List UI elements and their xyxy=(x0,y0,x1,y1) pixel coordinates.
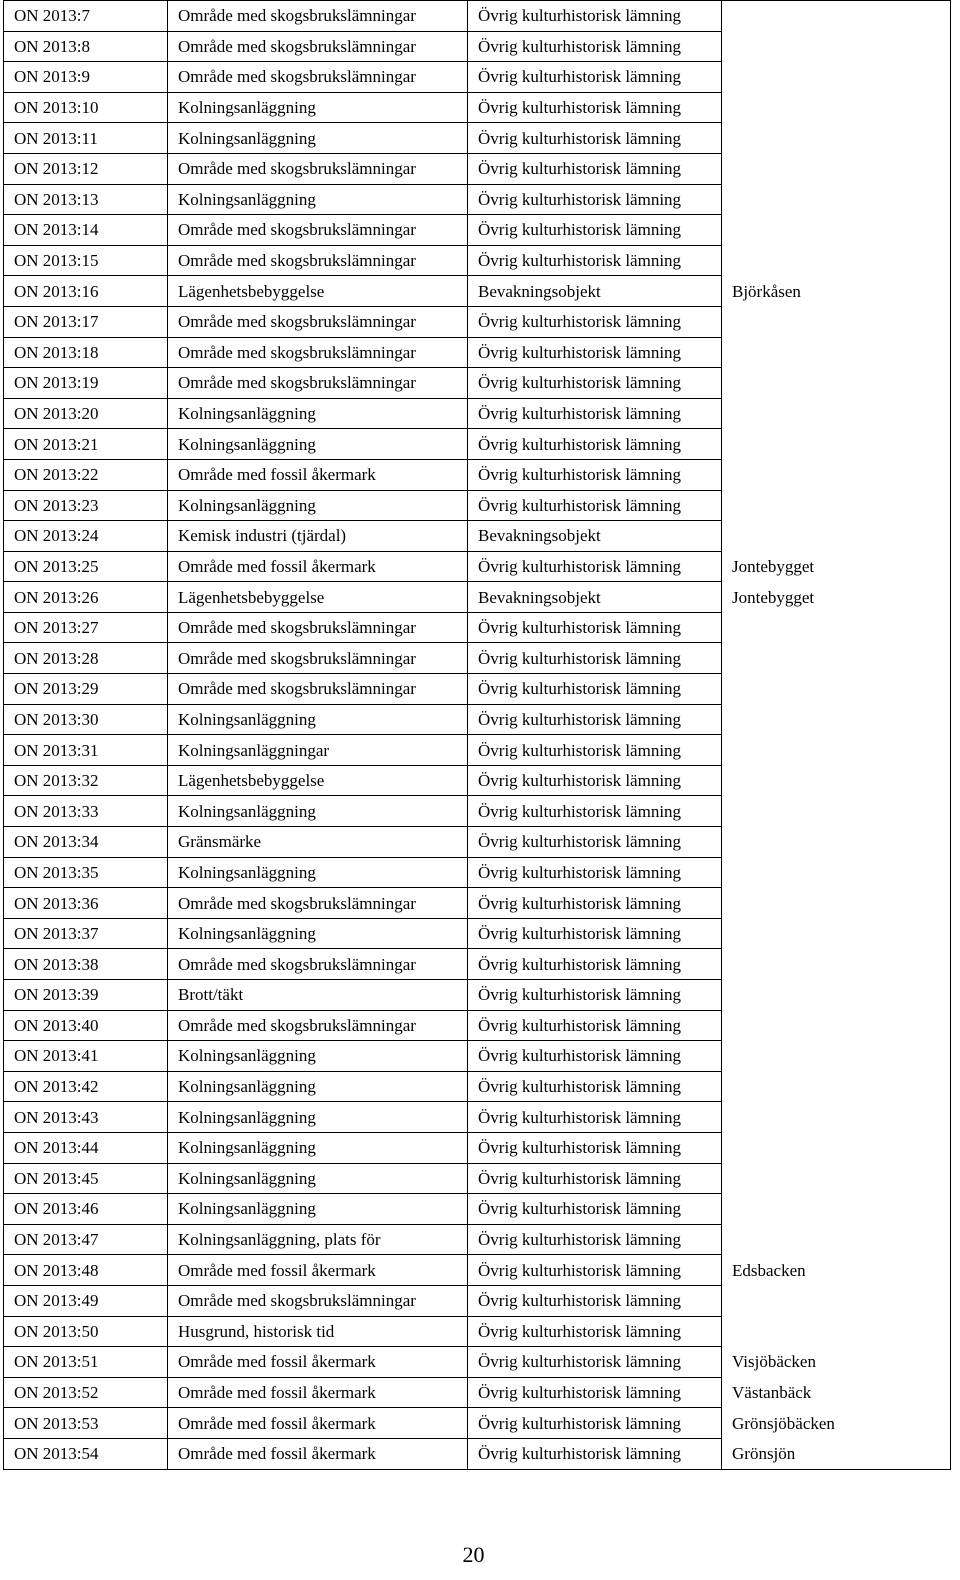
table-row xyxy=(4,398,951,429)
remain-type-cell: Kolningsanläggningar xyxy=(168,735,468,766)
table-row xyxy=(4,1224,951,1255)
place-name-cell xyxy=(722,857,951,888)
place-name-cell xyxy=(722,796,951,827)
remain-type-cell: Område med fossil åkermark xyxy=(168,1377,468,1408)
object-id-cell: ON 2013:54 xyxy=(4,1438,168,1469)
place-name-cell xyxy=(722,398,951,429)
classification-cell: Övrig kulturhistorisk lämning xyxy=(468,490,722,521)
table-row xyxy=(4,1285,951,1316)
table-row xyxy=(4,1041,951,1072)
classification-cell: Övrig kulturhistorisk lämning xyxy=(468,1255,722,1286)
remain-type-cell: Kolningsanläggning xyxy=(168,123,468,154)
classification-cell: Övrig kulturhistorisk lämning xyxy=(468,368,722,399)
table-row xyxy=(4,980,951,1011)
place-name-cell xyxy=(722,123,951,154)
classification-cell: Övrig kulturhistorisk lämning xyxy=(468,215,722,246)
place-name-cell xyxy=(722,888,951,919)
object-id-cell: ON 2013:30 xyxy=(4,704,168,735)
place-name-cell: Jontebygget xyxy=(722,582,951,613)
table-row xyxy=(4,1132,951,1163)
place-name-cell: Grönsjön xyxy=(722,1438,951,1469)
classification-cell: Övrig kulturhistorisk lämning xyxy=(468,1071,722,1102)
classification-cell: Bevakningsobjekt xyxy=(468,582,722,613)
table-row xyxy=(4,521,951,552)
table-row xyxy=(4,1010,951,1041)
classification-cell: Övrig kulturhistorisk lämning xyxy=(468,62,722,93)
remain-type-cell: Kolningsanläggning xyxy=(168,1102,468,1133)
table-row xyxy=(4,306,951,337)
table-row xyxy=(4,31,951,62)
classification-cell: Övrig kulturhistorisk lämning xyxy=(468,429,722,460)
place-name-cell: Björkåsen xyxy=(722,276,951,307)
classification-cell: Övrig kulturhistorisk lämning xyxy=(468,1377,722,1408)
place-name-cell xyxy=(722,1041,951,1072)
object-id-cell: ON 2013:41 xyxy=(4,1041,168,1072)
place-name-cell xyxy=(722,827,951,858)
place-name-cell xyxy=(722,1163,951,1194)
classification-cell: Övrig kulturhistorisk lämning xyxy=(468,1316,722,1347)
remain-type-cell: Kolningsanläggning xyxy=(168,490,468,521)
place-name-cell xyxy=(722,949,951,980)
remain-type-cell: Lägenhetsbebyggelse xyxy=(168,582,468,613)
place-name-cell: Västanbäck xyxy=(722,1377,951,1408)
object-id-cell: ON 2013:33 xyxy=(4,796,168,827)
table-row xyxy=(4,245,951,276)
remain-type-cell: Brott/täkt xyxy=(168,980,468,1011)
classification-cell: Övrig kulturhistorisk lämning xyxy=(468,1347,722,1378)
object-id-cell: ON 2013:12 xyxy=(4,153,168,184)
remain-type-cell: Område med fossil åkermark xyxy=(168,1438,468,1469)
classification-cell: Övrig kulturhistorisk lämning xyxy=(468,1041,722,1072)
classification-cell: Övrig kulturhistorisk lämning xyxy=(468,245,722,276)
table-row xyxy=(4,337,951,368)
table-row xyxy=(4,1163,951,1194)
object-id-cell: ON 2013:51 xyxy=(4,1347,168,1378)
remain-type-cell: Område med skogsbrukslämningar xyxy=(168,62,468,93)
remains-table xyxy=(3,0,951,1470)
remain-type-cell: Område med skogsbrukslämningar xyxy=(168,1,468,32)
object-id-cell: ON 2013:17 xyxy=(4,306,168,337)
classification-cell: Övrig kulturhistorisk lämning xyxy=(468,1132,722,1163)
classification-cell: Övrig kulturhistorisk lämning xyxy=(468,888,722,919)
object-id-cell: ON 2013:49 xyxy=(4,1285,168,1316)
table-row xyxy=(4,215,951,246)
classification-cell: Övrig kulturhistorisk lämning xyxy=(468,459,722,490)
remain-type-cell: Område med skogsbrukslämningar xyxy=(168,949,468,980)
object-id-cell: ON 2013:7 xyxy=(4,1,168,32)
remain-type-cell: Område med skogsbrukslämningar xyxy=(168,368,468,399)
object-id-cell: ON 2013:10 xyxy=(4,92,168,123)
object-id-cell: ON 2013:47 xyxy=(4,1224,168,1255)
table-row xyxy=(4,888,951,919)
remain-type-cell: Område med fossil åkermark xyxy=(168,1347,468,1378)
place-name-cell xyxy=(722,1102,951,1133)
classification-cell: Övrig kulturhistorisk lämning xyxy=(468,857,722,888)
classification-cell: Övrig kulturhistorisk lämning xyxy=(468,980,722,1011)
place-name-cell xyxy=(722,735,951,766)
remain-type-cell: Kolningsanläggning xyxy=(168,1132,468,1163)
table-row xyxy=(4,857,951,888)
table-row xyxy=(4,153,951,184)
place-name-cell xyxy=(722,1224,951,1255)
remain-type-cell: Kolningsanläggning xyxy=(168,429,468,460)
classification-cell: Övrig kulturhistorisk lämning xyxy=(468,735,722,766)
place-name-cell xyxy=(722,765,951,796)
table-row xyxy=(4,674,951,705)
classification-cell: Övrig kulturhistorisk lämning xyxy=(468,337,722,368)
remain-type-cell: Område med skogsbrukslämningar xyxy=(168,612,468,643)
place-name-cell xyxy=(722,215,951,246)
remain-type-cell: Område med fossil åkermark xyxy=(168,1408,468,1439)
object-id-cell: ON 2013:37 xyxy=(4,918,168,949)
place-name-cell: Visjöbäcken xyxy=(722,1347,951,1378)
remain-type-cell: Område med fossil åkermark xyxy=(168,551,468,582)
classification-cell: Övrig kulturhistorisk lämning xyxy=(468,796,722,827)
table-row xyxy=(4,765,951,796)
place-name-cell xyxy=(722,1010,951,1041)
object-id-cell: ON 2013:11 xyxy=(4,123,168,154)
table-row xyxy=(4,184,951,215)
object-id-cell: ON 2013:34 xyxy=(4,827,168,858)
place-name-cell xyxy=(722,490,951,521)
place-name-cell xyxy=(722,245,951,276)
table-row xyxy=(4,582,951,613)
object-id-cell: ON 2013:38 xyxy=(4,949,168,980)
table-row xyxy=(4,1347,951,1378)
table-row xyxy=(4,1408,951,1439)
table-row xyxy=(4,62,951,93)
classification-cell: Övrig kulturhistorisk lämning xyxy=(468,827,722,858)
classification-cell: Övrig kulturhistorisk lämning xyxy=(468,306,722,337)
object-id-cell: ON 2013:23 xyxy=(4,490,168,521)
table-row xyxy=(4,490,951,521)
object-id-cell: ON 2013:14 xyxy=(4,215,168,246)
classification-cell: Övrig kulturhistorisk lämning xyxy=(468,31,722,62)
classification-cell: Övrig kulturhistorisk lämning xyxy=(468,398,722,429)
table-row xyxy=(4,643,951,674)
place-name-cell xyxy=(722,1194,951,1225)
place-name-cell xyxy=(722,521,951,552)
remain-type-cell: Område med skogsbrukslämningar xyxy=(168,888,468,919)
classification-cell: Övrig kulturhistorisk lämning xyxy=(468,153,722,184)
classification-cell: Övrig kulturhistorisk lämning xyxy=(468,765,722,796)
classification-cell: Övrig kulturhistorisk lämning xyxy=(468,674,722,705)
table-row xyxy=(4,92,951,123)
object-id-cell: ON 2013:45 xyxy=(4,1163,168,1194)
table-row xyxy=(4,704,951,735)
object-id-cell: ON 2013:39 xyxy=(4,980,168,1011)
classification-cell: Övrig kulturhistorisk lämning xyxy=(468,1438,722,1469)
place-name-cell xyxy=(722,643,951,674)
place-name-cell xyxy=(722,1316,951,1347)
classification-cell: Övrig kulturhistorisk lämning xyxy=(468,551,722,582)
object-id-cell: ON 2013:27 xyxy=(4,612,168,643)
place-name-cell: Jontebygget xyxy=(722,551,951,582)
place-name-cell xyxy=(722,62,951,93)
classification-cell: Övrig kulturhistorisk lämning xyxy=(468,1010,722,1041)
table-row xyxy=(4,827,951,858)
place-name-cell xyxy=(722,1071,951,1102)
remain-type-cell: Lägenhetsbebyggelse xyxy=(168,765,468,796)
remain-type-cell: Område med skogsbrukslämningar xyxy=(168,215,468,246)
classification-cell: Övrig kulturhistorisk lämning xyxy=(468,949,722,980)
remain-type-cell: Kolningsanläggning xyxy=(168,398,468,429)
object-id-cell: ON 2013:52 xyxy=(4,1377,168,1408)
table-row xyxy=(4,1438,951,1469)
table-row xyxy=(4,1071,951,1102)
place-name-cell xyxy=(722,704,951,735)
object-id-cell: ON 2013:18 xyxy=(4,337,168,368)
table-row xyxy=(4,1102,951,1133)
remain-type-cell: Område med skogsbrukslämningar xyxy=(168,643,468,674)
object-id-cell: ON 2013:25 xyxy=(4,551,168,582)
object-id-cell: ON 2013:19 xyxy=(4,368,168,399)
classification-cell: Övrig kulturhistorisk lämning xyxy=(468,1194,722,1225)
place-name-cell xyxy=(722,429,951,460)
classification-cell: Övrig kulturhistorisk lämning xyxy=(468,1224,722,1255)
place-name-cell xyxy=(722,153,951,184)
classification-cell: Övrig kulturhistorisk lämning xyxy=(468,1408,722,1439)
object-id-cell: ON 2013:13 xyxy=(4,184,168,215)
remain-type-cell: Husgrund, historisk tid xyxy=(168,1316,468,1347)
place-name-cell xyxy=(722,674,951,705)
classification-cell: Övrig kulturhistorisk lämning xyxy=(468,123,722,154)
remain-type-cell: Kolningsanläggning xyxy=(168,796,468,827)
remain-type-cell: Kolningsanläggning xyxy=(168,1194,468,1225)
place-name-cell xyxy=(722,459,951,490)
place-name-cell xyxy=(722,1132,951,1163)
remain-type-cell: Område med skogsbrukslämningar xyxy=(168,245,468,276)
classification-cell: Övrig kulturhistorisk lämning xyxy=(468,1163,722,1194)
remain-type-cell: Område med skogsbrukslämningar xyxy=(168,674,468,705)
place-name-cell: Edsbacken xyxy=(722,1255,951,1286)
table-row xyxy=(4,1194,951,1225)
place-name-cell xyxy=(722,1285,951,1316)
classification-cell: Övrig kulturhistorisk lämning xyxy=(468,184,722,215)
object-id-cell: ON 2013:42 xyxy=(4,1071,168,1102)
table-row xyxy=(4,796,951,827)
remain-type-cell: Kolningsanläggning, plats för xyxy=(168,1224,468,1255)
classification-cell: Övrig kulturhistorisk lämning xyxy=(468,1102,722,1133)
remains-table-body xyxy=(4,1,951,1470)
remain-type-cell: Kolningsanläggning xyxy=(168,1163,468,1194)
object-id-cell: ON 2013:28 xyxy=(4,643,168,674)
place-name-cell xyxy=(722,337,951,368)
table-row xyxy=(4,429,951,460)
object-id-cell: ON 2013:9 xyxy=(4,62,168,93)
classification-cell: Övrig kulturhistorisk lämning xyxy=(468,643,722,674)
remain-type-cell: Lägenhetsbebyggelse xyxy=(168,276,468,307)
table-row xyxy=(4,123,951,154)
remain-type-cell: Kolningsanläggning xyxy=(168,704,468,735)
object-id-cell: ON 2013:50 xyxy=(4,1316,168,1347)
remain-type-cell: Område med skogsbrukslämningar xyxy=(168,1285,468,1316)
object-id-cell: ON 2013:31 xyxy=(4,735,168,766)
object-id-cell: ON 2013:43 xyxy=(4,1102,168,1133)
object-id-cell: ON 2013:32 xyxy=(4,765,168,796)
table-row xyxy=(4,1316,951,1347)
remain-type-cell: Kemisk industri (tjärdal) xyxy=(168,521,468,552)
object-id-cell: ON 2013:16 xyxy=(4,276,168,307)
object-id-cell: ON 2013:40 xyxy=(4,1010,168,1041)
object-id-cell: ON 2013:15 xyxy=(4,245,168,276)
table-row xyxy=(4,276,951,307)
remain-type-cell: Gränsmärke xyxy=(168,827,468,858)
classification-cell: Bevakningsobjekt xyxy=(468,521,722,552)
classification-cell: Övrig kulturhistorisk lämning xyxy=(468,918,722,949)
classification-cell: Övrig kulturhistorisk lämning xyxy=(468,612,722,643)
place-name-cell xyxy=(722,918,951,949)
object-id-cell: ON 2013:46 xyxy=(4,1194,168,1225)
table-row xyxy=(4,1377,951,1408)
table-row xyxy=(4,1255,951,1286)
remain-type-cell: Område med skogsbrukslämningar xyxy=(168,31,468,62)
place-name-cell xyxy=(722,306,951,337)
object-id-cell: ON 2013:22 xyxy=(4,459,168,490)
place-name-cell xyxy=(722,368,951,399)
table-row xyxy=(4,551,951,582)
classification-cell: Övrig kulturhistorisk lämning xyxy=(468,1,722,32)
remain-type-cell: Område med skogsbrukslämningar xyxy=(168,306,468,337)
object-id-cell: ON 2013:20 xyxy=(4,398,168,429)
remain-type-cell: Kolningsanläggning xyxy=(168,1041,468,1072)
remain-type-cell: Område med fossil åkermark xyxy=(168,1255,468,1286)
remain-type-cell: Kolningsanläggning xyxy=(168,1071,468,1102)
classification-cell: Bevakningsobjekt xyxy=(468,276,722,307)
remain-type-cell: Område med fossil åkermark xyxy=(168,459,468,490)
remain-type-cell: Kolningsanläggning xyxy=(168,92,468,123)
remain-type-cell: Område med skogsbrukslämningar xyxy=(168,1010,468,1041)
place-name-cell xyxy=(722,31,951,62)
table-row xyxy=(4,918,951,949)
object-id-cell: ON 2013:35 xyxy=(4,857,168,888)
place-name-cell: Grönsjöbäcken xyxy=(722,1408,951,1439)
object-id-cell: ON 2013:48 xyxy=(4,1255,168,1286)
table-row xyxy=(4,612,951,643)
place-name-cell xyxy=(722,980,951,1011)
remain-type-cell: Område med skogsbrukslämningar xyxy=(168,337,468,368)
object-id-cell: ON 2013:24 xyxy=(4,521,168,552)
object-id-cell: ON 2013:44 xyxy=(4,1132,168,1163)
page-number: 20 xyxy=(462,1542,485,1567)
table-row xyxy=(4,949,951,980)
object-id-cell: ON 2013:36 xyxy=(4,888,168,919)
remain-type-cell: Område med skogsbrukslämningar xyxy=(168,153,468,184)
remain-type-cell: Kolningsanläggning xyxy=(168,918,468,949)
object-id-cell: ON 2013:8 xyxy=(4,31,168,62)
table-row xyxy=(4,735,951,766)
table-row xyxy=(4,1,951,32)
object-id-cell: ON 2013:29 xyxy=(4,674,168,705)
object-id-cell: ON 2013:26 xyxy=(4,582,168,613)
table-row xyxy=(4,368,951,399)
object-id-cell: ON 2013:53 xyxy=(4,1408,168,1439)
remain-type-cell: Kolningsanläggning xyxy=(168,184,468,215)
classification-cell: Övrig kulturhistorisk lämning xyxy=(468,1285,722,1316)
place-name-cell xyxy=(722,1,951,32)
classification-cell: Övrig kulturhistorisk lämning xyxy=(468,704,722,735)
place-name-cell xyxy=(722,92,951,123)
place-name-cell xyxy=(722,612,951,643)
object-id-cell: ON 2013:21 xyxy=(4,429,168,460)
table-row xyxy=(4,459,951,490)
remain-type-cell: Kolningsanläggning xyxy=(168,857,468,888)
place-name-cell xyxy=(722,184,951,215)
classification-cell: Övrig kulturhistorisk lämning xyxy=(468,92,722,123)
